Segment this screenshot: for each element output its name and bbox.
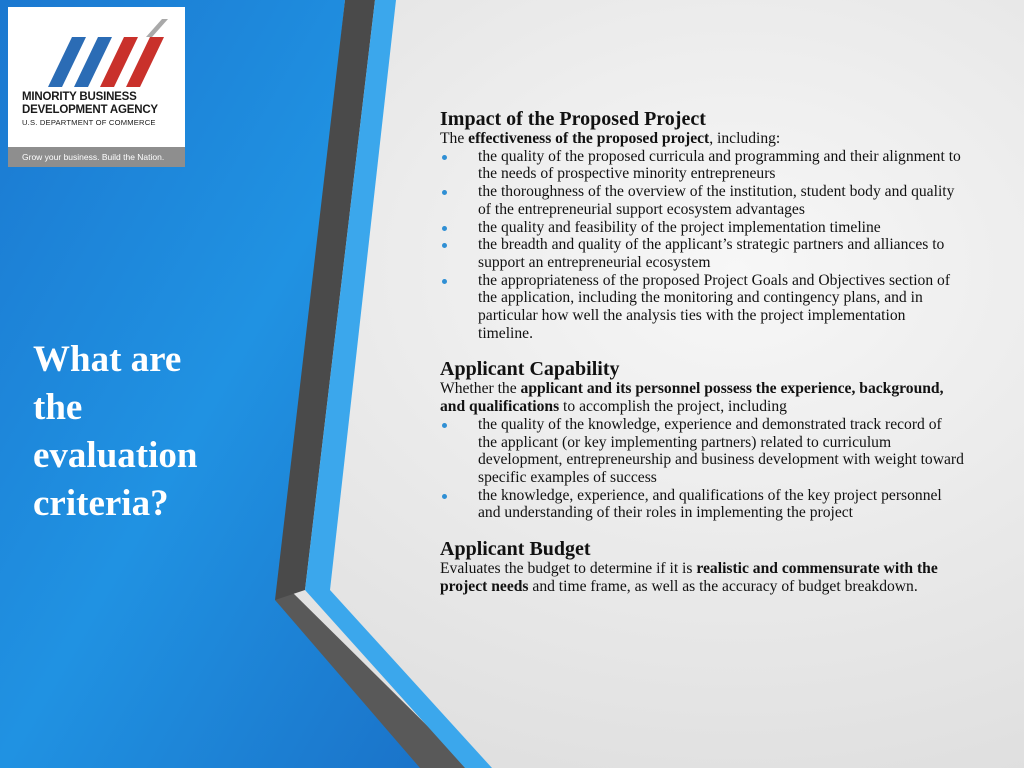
agency-department: U.S. DEPARTMENT OF COMMERCE: [22, 118, 156, 127]
list-item: the quality of the knowledge, experience and demonstrated track record of the applicant (or key implementing partners) related to curriculum development, entrepreneurship and business development with weight toward specific examples of success: [440, 416, 964, 487]
section-heading: Impact of the Proposed Project: [440, 108, 706, 130]
section-intro: Whether the applicant and its personnel possess the experience, background, and qualifications to accomplish the project, including: [440, 380, 944, 416]
section-impact: [440, 109, 964, 342]
list-item: the quality and feasibility of the project implementation timeline: [440, 219, 964, 237]
list-item: the thoroughness of the overview of the institution, student body and quality of the entrepreneurial support ecosystem advantages: [440, 183, 964, 218]
section-capability: [440, 359, 964, 522]
bullet-list: [440, 416, 964, 522]
bullet-list: [440, 148, 964, 343]
agency-name: MINORITY BUSINESS DEVELOPMENT AGENCY: [22, 91, 158, 116]
list-item: the quality of the proposed curricula and programming and their alignment to the needs of prospective minority entrepreneurs: [440, 148, 964, 183]
criteria-content: [440, 109, 964, 612]
list-item: the breadth and quality of the applicant’s strategic partners and alliances to support an entrepreneurial ecosystem: [440, 236, 964, 271]
section-budget: [440, 539, 964, 595]
agency-logo: [8, 7, 185, 167]
section-intro: Evaluates the budget to determine if it is realistic and commensurate with the project needs and time frame, as well as the accuracy of budget breakdown.: [440, 560, 938, 595]
list-item: the appropriateness of the proposed Project Goals and Objectives section of the application, including the monitoring and contingency plans, and in particular how well the analysis ties with the project implementation timeline.: [440, 272, 964, 343]
section-intro: The effectiveness of the proposed project, including:: [440, 130, 781, 147]
section-heading: Applicant Capability: [440, 358, 620, 381]
list-item: the knowledge, experience, and qualifications of the key project personnel and understanding of their roles in implementing the project: [440, 487, 964, 522]
mbda-logo-icon: [46, 17, 174, 87]
section-heading: Applicant Budget: [440, 538, 591, 561]
agency-tagline: Grow your business. Build the Nation.: [8, 147, 185, 167]
slide-title: What are the evaluation criteria?: [33, 339, 198, 524]
